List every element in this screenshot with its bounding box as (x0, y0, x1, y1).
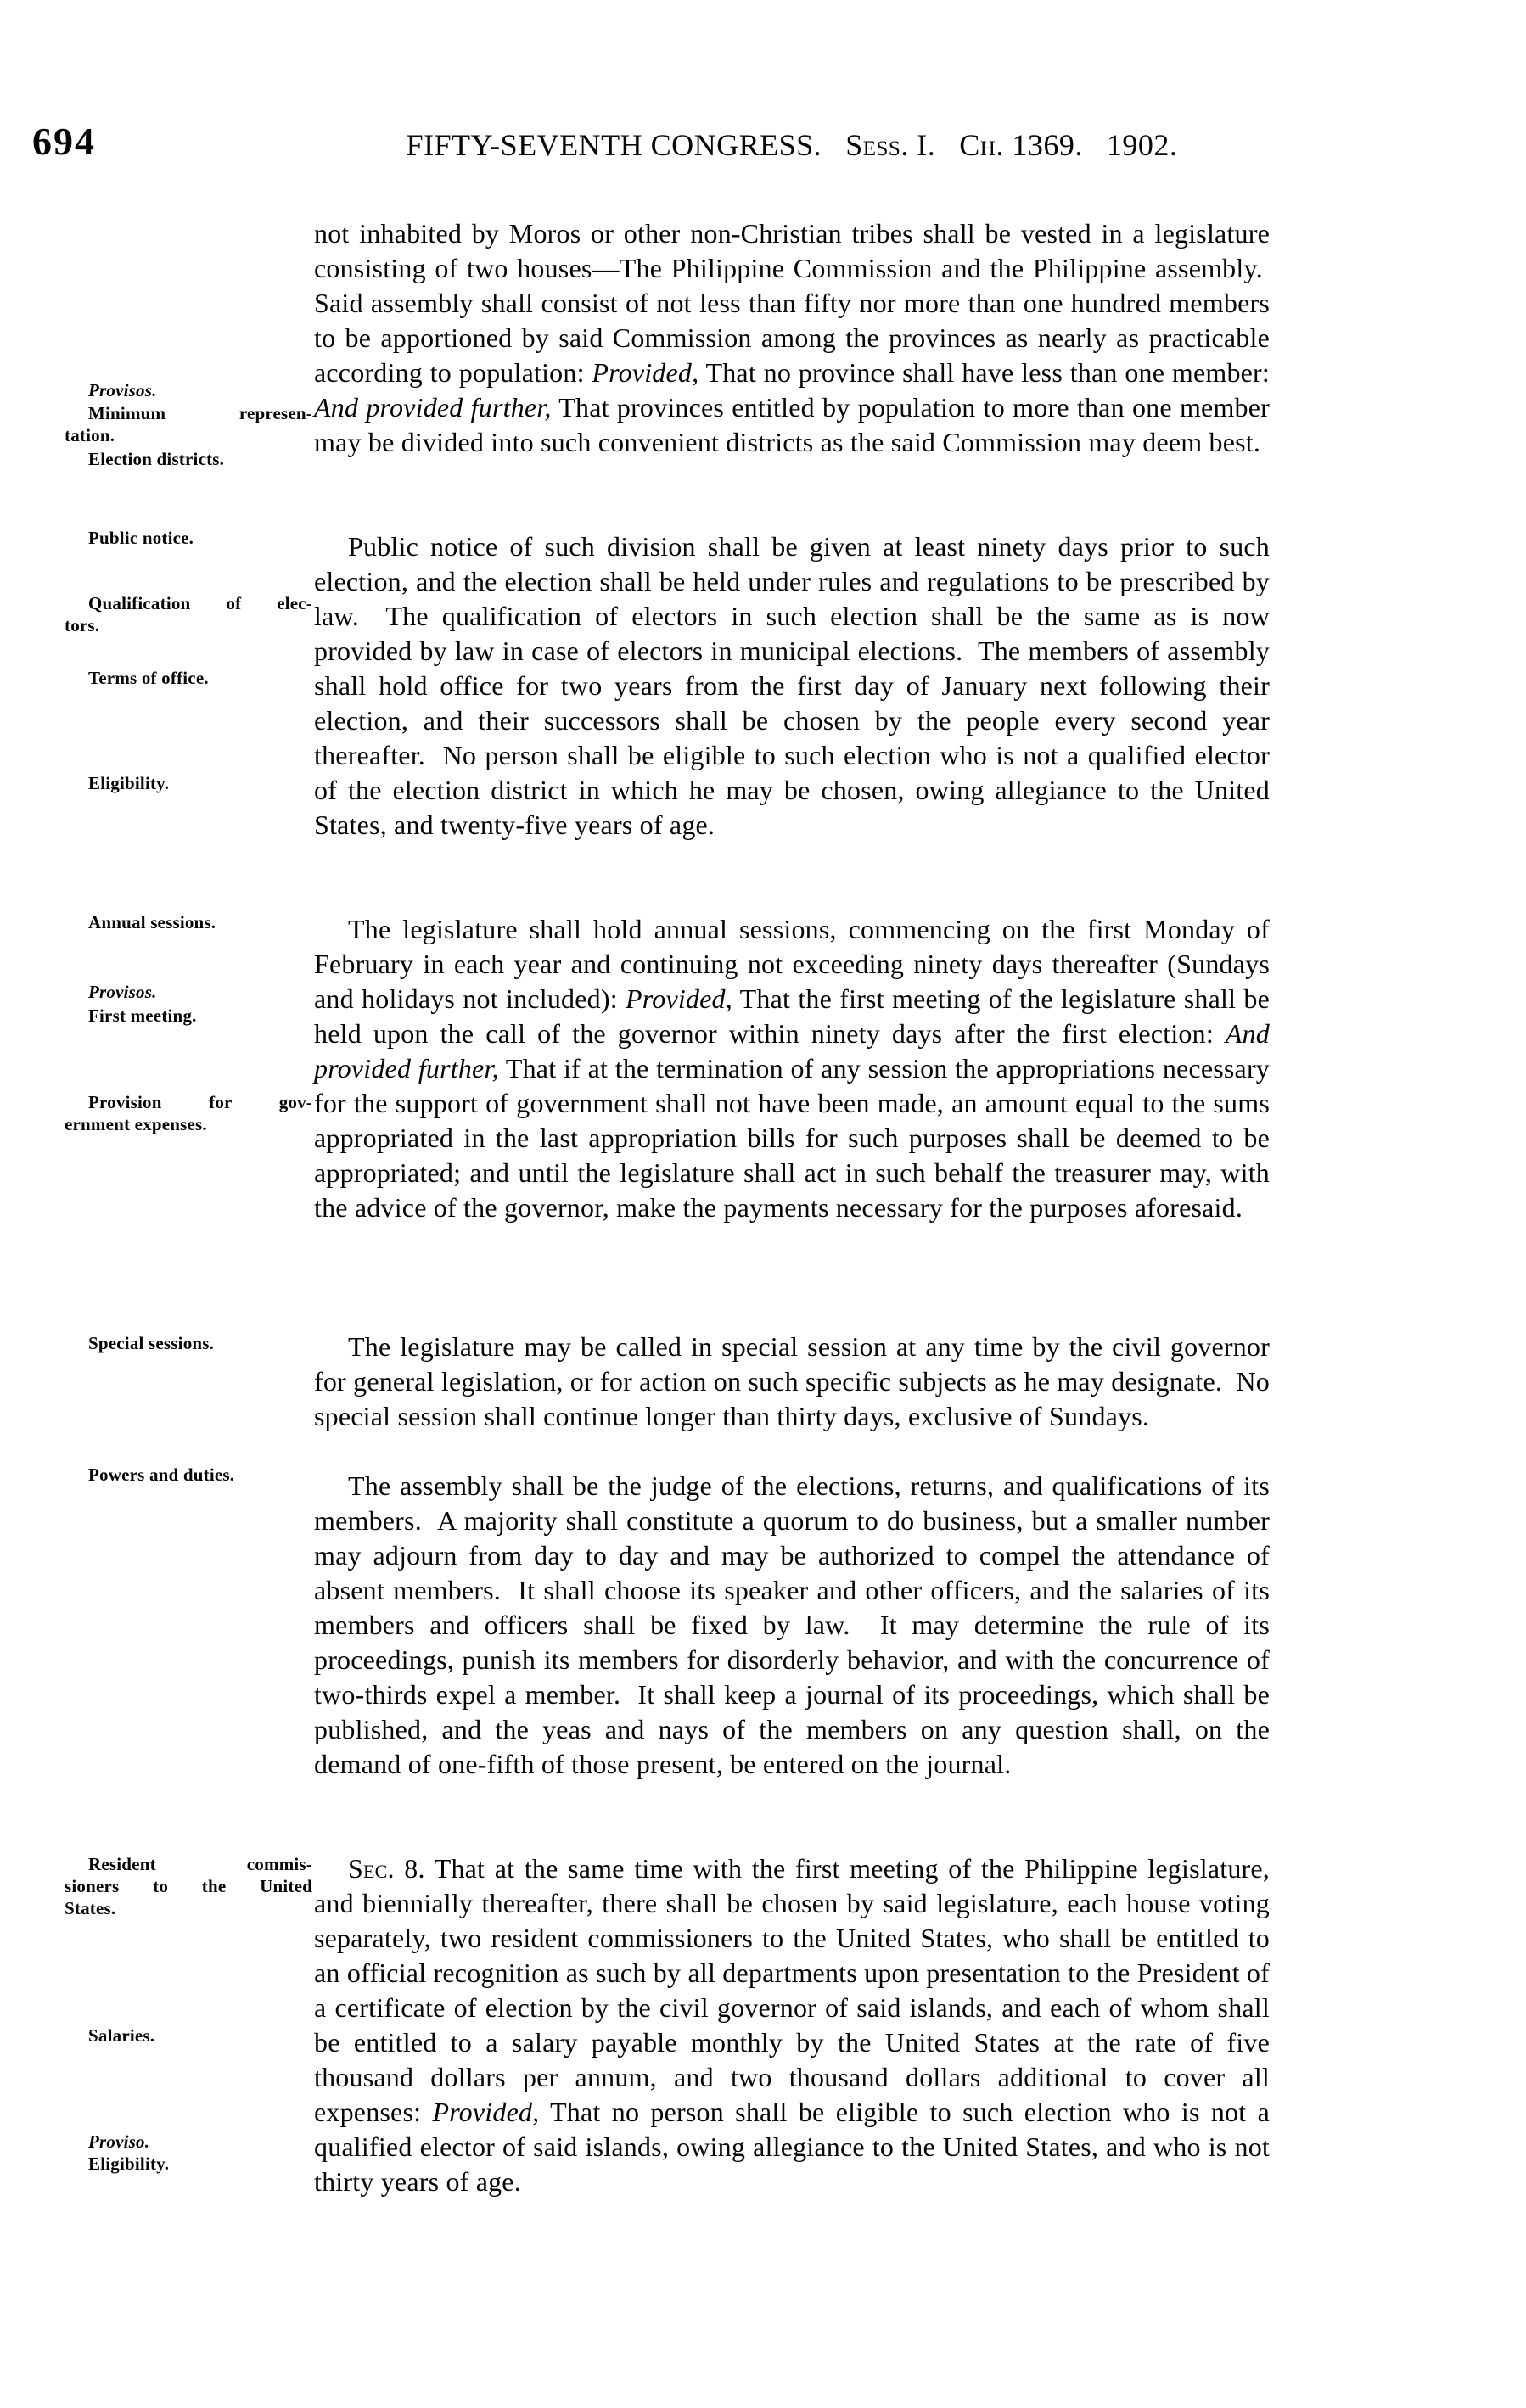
sidenote-terms-of-office (65, 667, 312, 689)
running-header (314, 127, 1270, 163)
sidenote-line: tors. (65, 615, 100, 636)
italic-run: And provided further, (314, 392, 552, 423)
sidenote-line: First meeting. (88, 1005, 197, 1026)
sidenote-line: Proviso. (88, 2131, 150, 2152)
sidenote-proviso (65, 2131, 312, 2153)
sidenote-resident-commissioners (65, 1853, 312, 1919)
body-paragraph-4 (314, 1330, 1270, 1434)
text-run: That if at the termination of any session the appropriations necessary for the support of government shall not have been made, an amount equal to the sums appropriated in the last appropriation bills for such purposes shall be deemed to be appropriated; and until the legislature shall act in such behalf the treasurer may, with the advice of the governor, make the payments necessary for the purposes aforesaid. (314, 1053, 1271, 1223)
sidenote-provision-for-government-expenses (65, 1091, 312, 1135)
sidenote-line: Provisos. (88, 982, 157, 1002)
body-paragraph-1 (314, 216, 1270, 460)
sidenote-salaries (65, 2024, 312, 2047)
sidenote-provisos-1 (65, 379, 312, 401)
header-session: Sess. I. (845, 128, 936, 162)
text-run: 8. That at the same time with the first meeting of the Philippine legislature, and biennially thereafter, there shall be chosen by said legislature, each house voting separately, two resident commissioners to the United States, who shall be entitled to an official recognition as such by all departments upon presentation to the President of a certificate of election by the civil governor of said islands, and each of whom shall be entitled to a salary payable monthly by the United States at the rate of five thousand dollars per annum, and two thousand dollars additional to cover all expenses: (314, 1853, 1270, 2127)
sidenote-annual-sessions (65, 911, 312, 933)
text-run: That provinces entitled by population to more than one member may be divided into such convenient districts as the said Commission may deem best. (314, 392, 1271, 457)
sidenote-minimum-representation (65, 402, 312, 446)
text-run: Public notice of such division shall be given at least ninety days prior to such election, and the election shall be held under rules and regulations to be prescribed by law. The qualification of electors in such election shall be the same as is now provided by law in case of electors in municipal elections. The members of assembly shall hold office for two years from the first day of January next following their election, and their successors shall be chosen by the people every second year thereafter. No person shall be eligible to such election who is not a qualified elector of the election district in which he may be chosen, owing allegiance to the United States, and twenty-five years of age. (314, 531, 1270, 840)
sidenote-line: Public notice. (88, 528, 194, 548)
sidenote-line: ernment expenses. (65, 1114, 207, 1134)
sidenote-powers-and-duties (65, 1464, 312, 1486)
sidenote-line: sioners to the United (65, 1876, 312, 1896)
italic-run: And provided further, (314, 1018, 1270, 1084)
sidenote-line: States. (65, 1898, 116, 1918)
sidenote-line: Annual sessions. (88, 912, 216, 932)
italic-run: Provided, (626, 983, 732, 1014)
sidenote-line: Eligibility. (88, 2153, 170, 2174)
sidenote-line: Provisos. (88, 380, 157, 400)
sidenote-line: Resident commis- (88, 1854, 312, 1874)
sidenote-eligibility-1 (65, 772, 312, 794)
sidenote-line: Salaries. (88, 2025, 155, 2046)
header-congress: FIFTY-SEVENTH CONGRESS. (406, 128, 822, 162)
sidenote-line: Powers and duties. (88, 1464, 235, 1485)
text-run: That no province shall have less than one member: (698, 357, 1270, 388)
italic-run: Provided, (592, 357, 699, 388)
sidenote-line: Election districts. (88, 449, 225, 469)
sidenote-line: Special sessions. (88, 1333, 215, 1353)
body-paragraph-6 (314, 1851, 1270, 2199)
sidenote-line: Qualification of elec- (88, 593, 312, 613)
italic-run: Provided, (432, 2097, 540, 2127)
sidenote-line: Terms of office. (88, 668, 209, 688)
sidenote-line: tation. (65, 425, 115, 445)
sidenote-election-districts (65, 448, 312, 470)
sidenote-public-notice (65, 527, 312, 549)
text-run: The legislature shall hold annual sessions, commencing on the first Monday of February in each year and continuing not exceeding ninety days thereafter (Sundays and holidays not included): (314, 914, 1270, 1014)
page-number: 694 (32, 120, 96, 163)
sidenote-eligibility-2 (65, 2153, 312, 2175)
text-run: That no person shall be eligible to such election who is not a qualified elector of said islands, owing allegiance to the United States, and who is not thirty years of age. (314, 2097, 1271, 2197)
sidenote-provisos-2 (65, 981, 312, 1003)
sidenote-special-sessions (65, 1332, 312, 1354)
small-caps-run: Sec. (348, 1853, 395, 1884)
text-run: not inhabited by Moros or other non-Christian tribes shall be vested in a legislature consisting of two houses—The Philippine Commission and the Philippine assembly. Said assembly shall consist of not less than fifty nor more than one hundred members to be apportioned by said Commission among the provinces as nearly as practicable according to population: (314, 218, 1270, 388)
sidenote-first-meeting (65, 1005, 312, 1027)
sidenote-line: Eligibility. (88, 773, 170, 793)
body-paragraph-2 (314, 529, 1270, 843)
body-paragraph-5 (314, 1469, 1270, 1782)
header-year: 1902. (1106, 128, 1178, 162)
sidenote-line: Minimum represen- (88, 403, 312, 423)
header-chapter: Ch. 1369. (959, 128, 1083, 162)
body-paragraph-3 (314, 912, 1270, 1225)
sidenote-line: Provision for gov- (88, 1092, 312, 1112)
text-run: The legislature may be called in special session at any time by the civil governor for general legislation, or for action on such specific subjects as he may designate. No special session shall continue longer than thirty days, exclusive of Sundays. (314, 1331, 1270, 1431)
text-run: The assembly shall be the judge of the elections, returns, and qualifications of its members. A majority shall constitute a quorum to do business, but a smaller number may adjourn from day to day and may be authorized to compel the attendance of absent members. It shall choose its speaker and other officers, and the salaries of its members and officers shall be fixed by law. It may determine the rule of its proceedings, punish its members for disorderly behavior, and with the concurrence of two-thirds expel a member. It shall keep a journal of its proceedings, which shall be published, and the yeas and nays of the members on any question shall, on the demand of one-fifth of those present, be entered on the journal. (314, 1470, 1270, 1779)
text-run: That the first meeting of the legislature shall be held upon the call of the governor within ninety days after the first election: (314, 983, 1271, 1049)
sidenote-qualification-of-electors (65, 592, 312, 636)
